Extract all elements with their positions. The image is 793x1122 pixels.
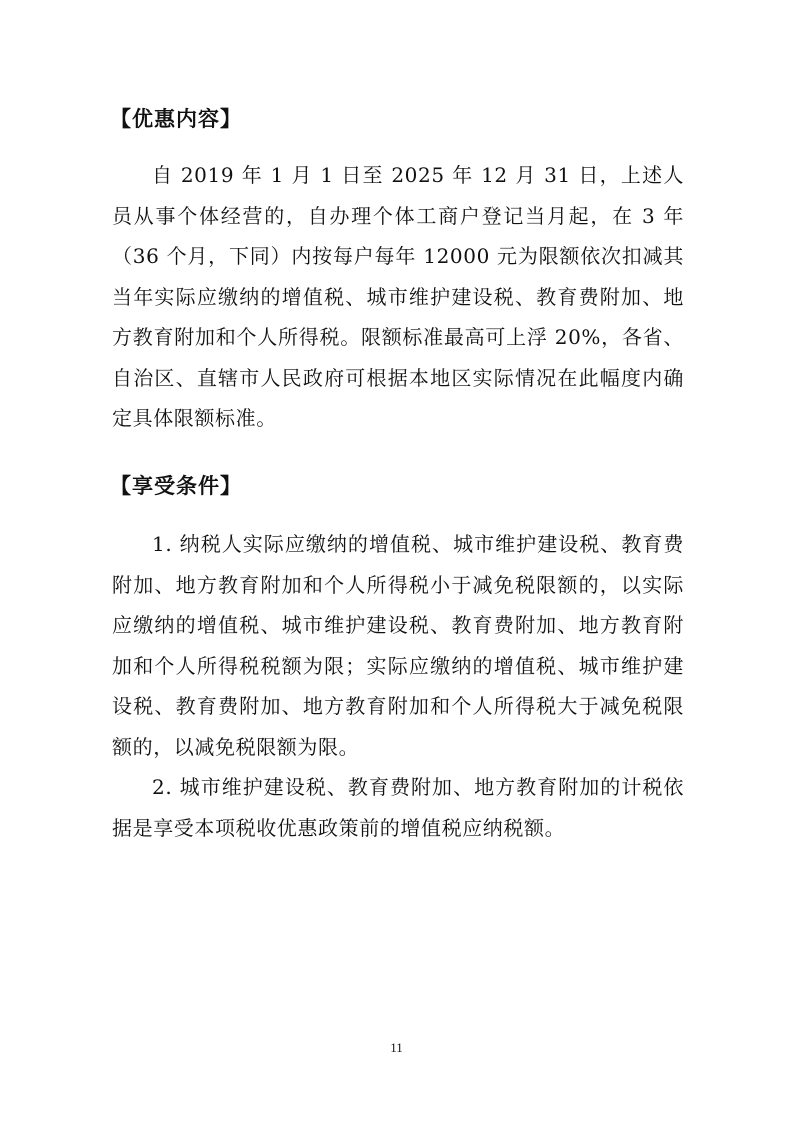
paragraph-condition-2: 2. 城市维护建设税、教育费附加、地方教育附加的计税依据是享受本项税收优惠政策前的增值税应纳税额。 <box>112 775 684 840</box>
page-number: 11 <box>390 1040 403 1055</box>
paragraph-condition-1: 1. 纳税人实际应缴纳的增值税、城市维护建设税、教育费附加、地方教育附加和个人所得税小于减免税限额的，以实际应缴纳的增值税、城市维护建设税、教育费附加、地方教育附加和个人所得税税额为限；实际应缴纳的增值税、城市维护建设税、教育费附加、地方教育附加和个人所得税大于减免税限额的，以减免税限额为限。 <box>112 532 684 759</box>
section-heading-eligibility-conditions: 【享受条件】 <box>110 474 242 498</box>
paragraph-preferential-content: 自 2019 年 1 月 1 日至 2025 年 12 月 31 日，上述人员从事个体经营的，自办理个体工商户登记当月起，在 3 年（36 个月，下同）内按每户每年 12000 元为限额依次扣减其当年实际应缴纳的增值税、城市维护建设税、教育费附加、地方教育附加和个人所得税。限额标准最高可上浮 20%，各省、自治区、直辖市人民政府可根据本地区实际情况在此幅度内确定具体限额标准。 <box>112 163 684 430</box>
section-heading-preferential-content: 【优惠内容】 <box>110 107 242 131</box>
